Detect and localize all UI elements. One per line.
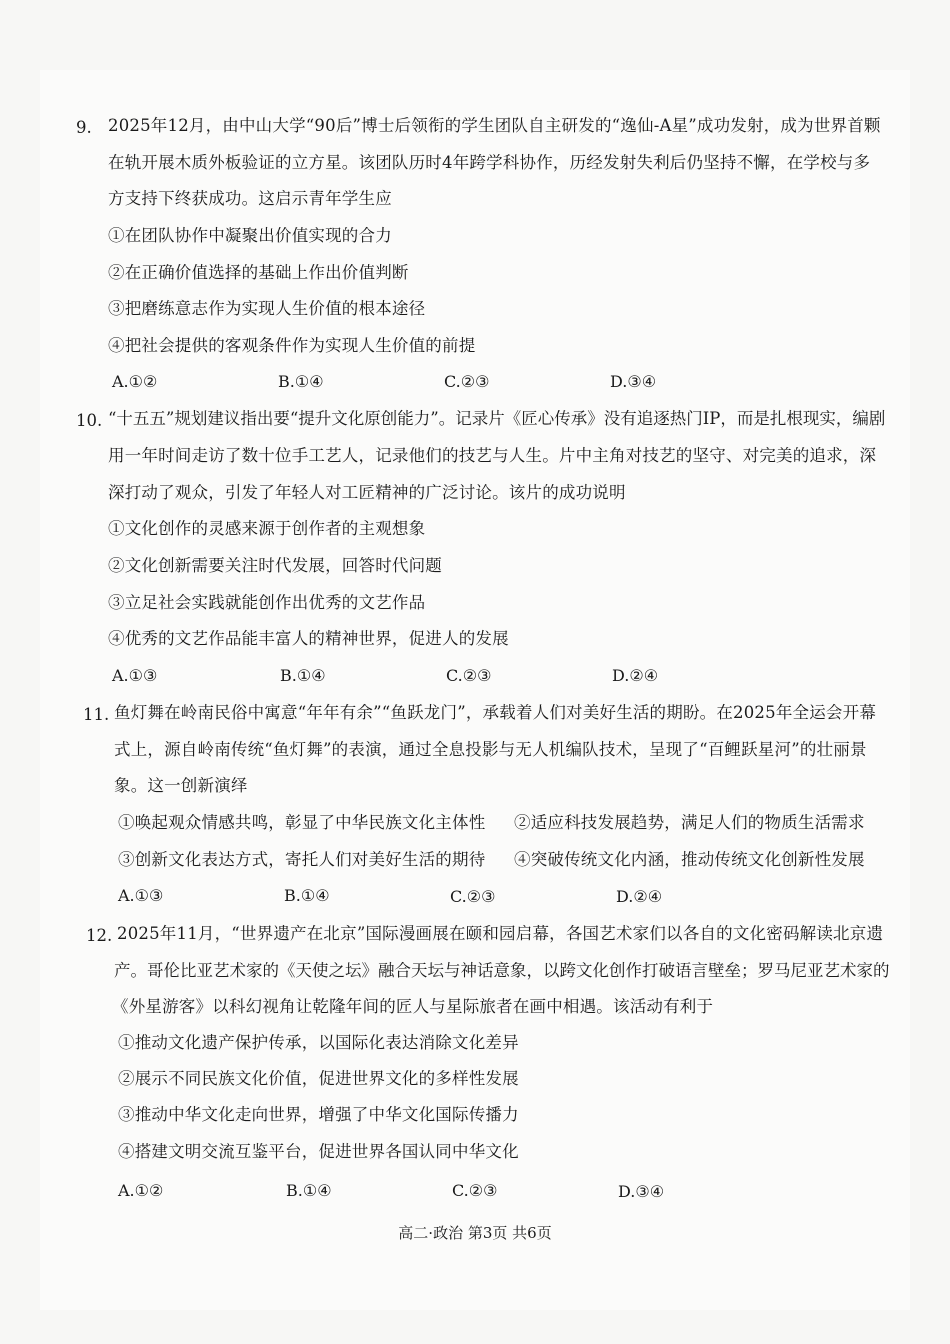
option-c: C.②③ [446,666,492,685]
option-d: D.③④ [610,372,657,391]
option-a: A.①③ [112,666,158,685]
statement: ②适应科技发展趋势，满足人们的物质生活需求 [514,813,865,832]
option-c: C.②③ [450,887,496,906]
question-stem-line: 象。这一创新演绎 [114,776,248,795]
page-footer: 高二·政治 第3页 共6页 [398,1224,552,1242]
statement: ④搭建文明交流互鉴平台，促进世界各国认同中华文化 [118,1142,519,1161]
question-stem-line: 鱼灯舞在岭南民俗中寓意“年年有余”“鱼跃龙门”，承载着人们对美好生活的期盼。在2025年全运会开幕 [114,703,877,722]
option-c: C.②③ [452,1181,498,1200]
statement: ④突破传统文化内涵，推动传统文化创新性发展 [514,850,865,869]
statement: ①唤起观众情感共鸣，彰显了中华民族文化主体性 [118,813,486,832]
question-stem-line: 2025年12月，由中山大学“90后”博士后领衔的学生团队自主研发的“逸仙-A星”成功发射，成为世界首颗 [108,116,881,135]
question-stem-line: 在轨开展木质外板验证的立方星。该团队历时4年跨学科协作，历经发射失利后仍坚持不懈，在学校与多 [108,153,871,172]
option-a: A.①② [118,1181,164,1200]
statement: ②展示不同民族文化价值，促进世界文化的多样性发展 [118,1069,519,1088]
option-a: A.①② [112,372,158,391]
option-d: D.②④ [616,887,663,906]
statement: ②在正确价值选择的基础上作出价值判断 [108,263,409,282]
option-d: D.③④ [618,1182,665,1201]
statement: ①文化创作的灵感来源于创作者的主观想象 [108,519,426,538]
question-stem-line: 方支持下终获成功。这启示青年学生应 [108,189,392,208]
question-number: 12. [86,926,113,945]
statement: ③把磨练意志作为实现人生价值的根本途径 [108,299,426,318]
option-d: D.②④ [612,666,659,685]
statement: ②文化创新需要关注时代发展，回答时代问题 [108,556,442,575]
question-number: 10. [76,411,103,430]
statement: ①推动文化遗产保护传承，以国际化表达消除文化差异 [118,1033,519,1052]
option-c: C.②③ [444,372,490,391]
question-stem-line: 产。哥伦比亚艺术家的《天使之坛》融合天坛与神话意象，以跨文化创作打破语言壁垒；罗马尼亚艺术家的 [114,961,890,980]
question-stem-line: 用一年时间走访了数十位手工艺人，记录他们的技艺与人生。片中主角对技艺的坚守、对完美的追求，深 [108,446,877,465]
question-number: 11. [83,705,110,724]
option-b: B.①④ [284,886,330,905]
statement: ③推动中华文化走向世界，增强了中华文化国际传播力 [118,1105,519,1124]
question-stem-line: “十五五”规划建议指出要“提升文化原创能力”。记录片《匠心传承》没有追逐热门IP，而是扎根现实，编剧 [108,409,886,428]
question-stem-line: 《外星游客》以科幻视角让乾隆年间的匠人与星际旅者在画中相遇。该活动有利于 [112,997,714,1016]
statement: ①在团队协作中凝聚出价值实现的合力 [108,226,392,245]
statement: ④优秀的文艺作品能丰富人的精神世界，促进人的发展 [108,629,509,648]
option-b: B.①④ [278,372,324,391]
question-stem-line: 深打动了观众，引发了年轻人对工匠精神的广泛讨论。该片的成功说明 [108,483,626,502]
question-number: 9. [76,118,92,137]
statement: ④把社会提供的客观条件作为实现人生价值的前提 [108,336,476,355]
option-b: B.①④ [286,1181,332,1200]
statement: ③立足社会实践就能创作出优秀的文艺作品 [108,593,426,612]
question-stem-line: 2025年11月，“世界遗产在北京”国际漫画展在颐和园启幕，各国艺术家们以各自的文化密码解读北京遗 [117,924,884,943]
option-b: B.①④ [280,666,326,685]
statement: ③创新文化表达方式，寄托人们对美好生活的期待 [118,850,486,869]
option-a: A.①③ [118,886,164,905]
question-stem-line: 式上，源自岭南传统“鱼灯舞”的表演，通过全息投影与无人机编队技术，呈现了“百鲤跃星河”的壮丽景 [114,740,867,759]
